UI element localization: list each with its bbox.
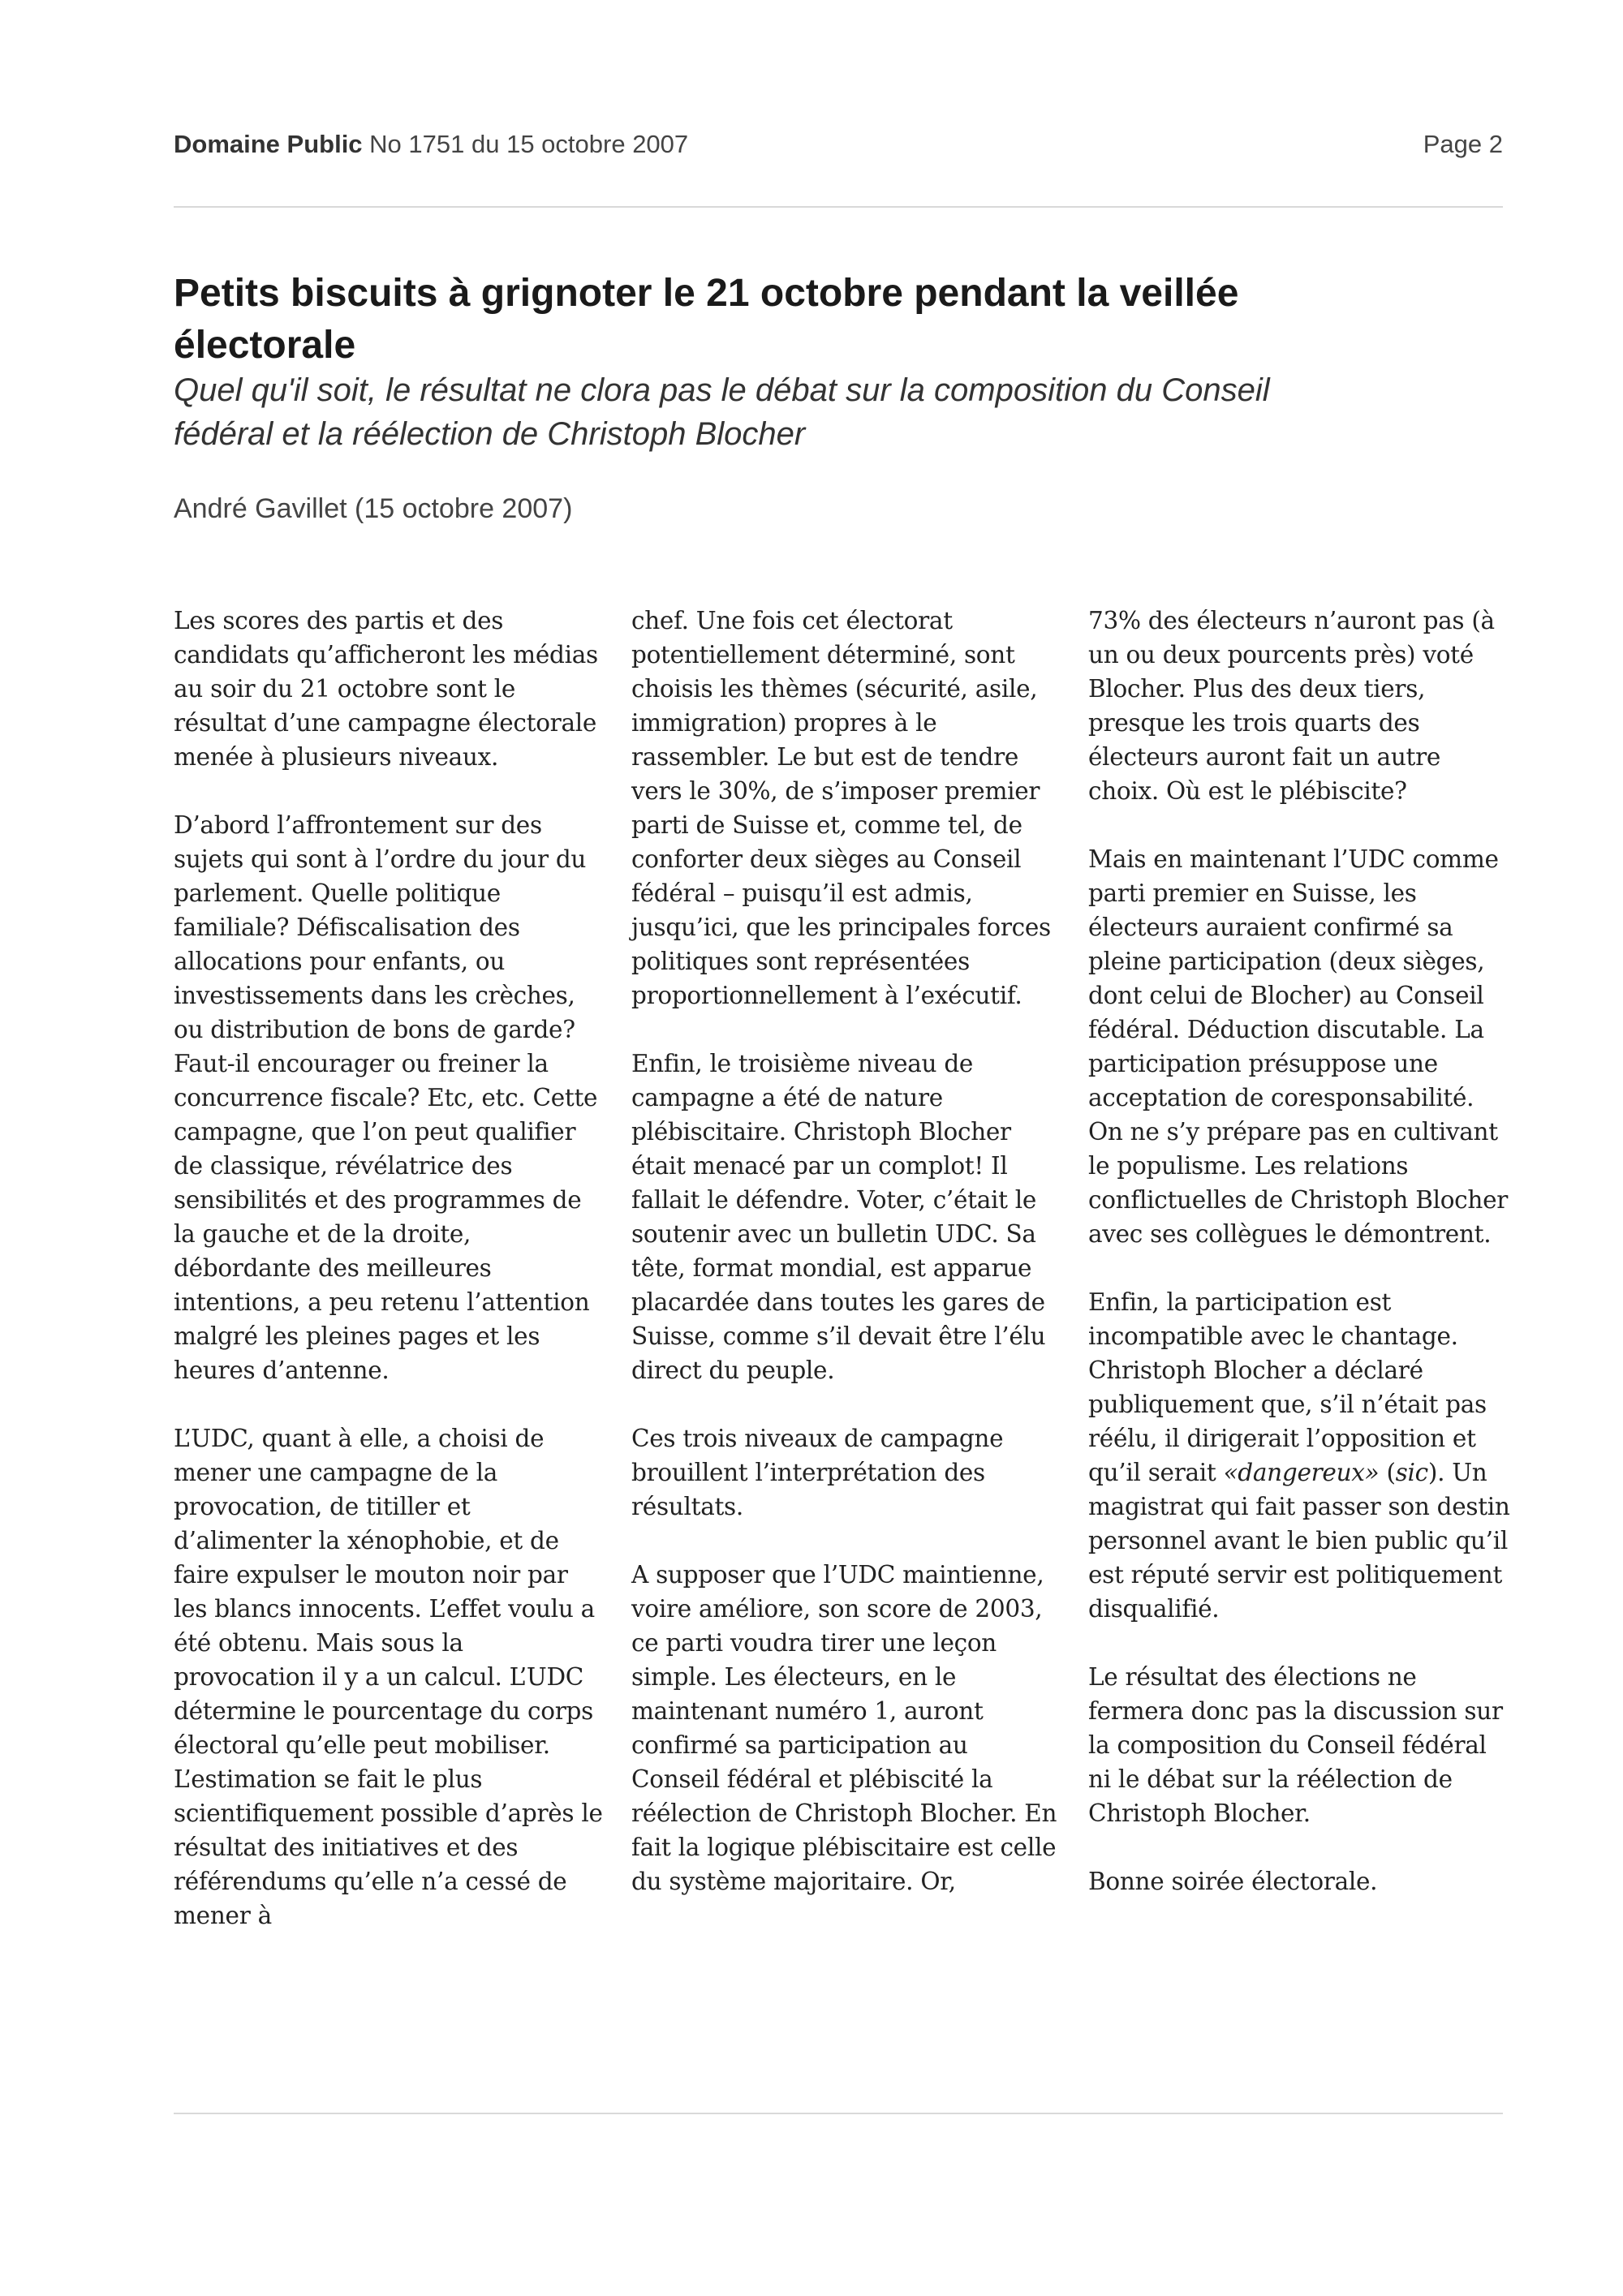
quoted-word: «dangereux» [1223,1459,1380,1486]
paragraph: Enfin, le troisième niveau de campagne a été de nature plébiscitaire. Christoph Blocher était menacé par un complot! Il fallait le défendre. Voter, c’était le soutenir avec un bulletin UDC. Sa tête, format mondial, est apparue placardée dans toutes les gares de Suisse, comme s’il devait être l’élu direct du peuple. [631,1050,1046,1384]
text-run: ). Un magistrat qui fait passer son destin personnel avant le bien public qu’il est réputé servir est politiquement disqualifié. [1088,1459,1510,1623]
text-column-3 [1088,604,1510,1898]
header-divider [174,206,1503,208]
text-run: Enfin, la participation est incompatible avec le chantage. Christoph Blocher a déclaré publiquement que, s’il n’était pas réélu, il dirigerait l’opposition et qu’il serait [1088,1288,1487,1486]
text-column-2 [631,604,1061,1898]
paragraph: chef. Une fois cet électorat potentiellement déterminé, sont choisis les thèmes (sécurité, asile, immigration) propres à le rassembler. Le but est de tendre vers le 30%, de s’imposer premier parti de Suisse et, comme tel, de conforter deux sièges au Conseil fédéral – puisqu’il est admis, jusqu’ici, que les principales forces politiques sont représentées proportionnellement à l’exécutif. [631,607,1051,1009]
paragraph: Ces trois niveaux de campagne brouillent l’interprétation des résultats. [631,1425,1004,1520]
article-title: Petits biscuits à grignoter le 21 octobre pendant la veillée électorale [174,272,1239,367]
article-subtitle: Quel qu'il soit, le résultat ne clora pas le débat sur la composition du Conseil fédéral et la réélection de Christoph Blocher [174,372,1270,452]
paragraph: A supposer que l’UDC maintienne, voire améliore, son score de 2003, ce parti voudra tirer une leçon simple. Les électeurs, en le maintenant numéro 1, auront confirmé sa participation au Conseil fédéral et plébiscité la réélection de Christoph Blocher. En fait la logique plébiscitaire est celle du système majoritaire. Or, [631,1561,1057,1895]
paragraph: L’UDC, quant à elle, a choisi de mener une campagne de la provocation, de titiller et d’alimenter la xénophobie, et de faire expulser le mouton noir par les blancs innocents. L’effet voulu a été obtenu. Mais sous la provocation il y a un calcul. L’UDC détermine le pourcentage du corps électoral qu’elle peut mobiliser. L’estimation se fait le plus scientifiquement possible d’après le résultat des initiatives et des référendums qu’elle n’a cessé de mener à [174,1425,603,1929]
paragraph: D’abord l’affrontement sur des sujets qui sont à l’ordre du jour du parlement. Quelle politique familiale? Défiscalisation des allocations pour enfants, ou investissements dans les crèches, ou distribution de bons de garde? Faut-il encourager ou freiner la concurrence fiscale? Etc, etc. Cette campagne, que l’on peut qualifier de classique, révélatrice des sensibilités et des programmes de la gauche et de la droite, débordante des meilleures intentions, a peu retenu l’attention malgré les pleines pages et les heures d’antenne. [174,811,598,1384]
paragraph: Mais en maintenant l’UDC comme parti premier en Suisse, les électeurs auraient confirmé sa pleine participation (deux sièges, dont celui de Blocher) au Conseil fédéral. Déduction discutable. La participation présuppose une acceptation de coresponsabilité. On ne s’y prépare pas en cultivant le populisme. Les relations conflictuelles de Christoph Blocher avec ses collègues le démontrent. [1088,845,1509,1248]
publication-name: Domaine Public [174,130,363,158]
footer-divider [174,2113,1503,2114]
paragraph: Les scores des partis et des candidats qu’afficheront les médias au soir du 21 octobre sont le résultat d’une campagne électorale menée à plusieurs niveaux. [174,607,598,771]
sic-note: sic [1395,1459,1428,1486]
text-column-1 [174,604,604,1933]
page-header [174,130,1503,159]
text-run: ( [1379,1459,1396,1486]
article-byline: André Gavillet (15 octobre 2007) [174,493,573,524]
page-number: Page 2 [1423,130,1503,158]
paragraph: 73% des électeurs n’auront pas (à un ou deux pourcents près) voté Blocher. Plus des deux tiers, presque les trois quarts des électeurs auront fait un autre choix. Où est le plébiscite? [1088,607,1495,805]
closing-line: Bonne soirée électorale. [1088,1868,1378,1895]
paragraph: Le résultat des élections ne fermera donc pas la discussion sur la composition du Conseil fédéral ni le débat sur la réélection de Christoph Blocher. [1088,1663,1503,1827]
paragraph [1088,1285,1510,1626]
issue-info: No 1751 du 15 octobre 2007 [369,130,689,158]
